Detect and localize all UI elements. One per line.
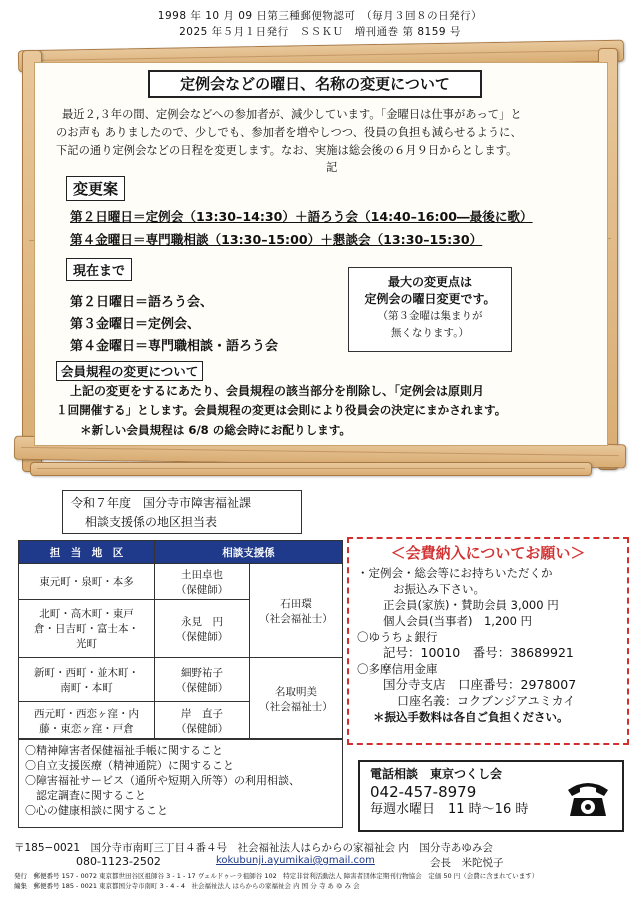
issue-header-line1: 1998 年 10 月 09 日第三種郵便物認可 （毎月３回８の日発行）: [157, 10, 483, 22]
current-line-2: 第３金曜日＝定例会、: [70, 317, 201, 332]
dues-box: [347, 537, 629, 745]
dues-line: 〇ゆうちょ銀行: [357, 630, 438, 644]
footer-editor: 編集 郵便番号 185 - 0021 東京都国分寺市南町 3 - 4 - 4 社会福祉法人 はらからの家福祉会 内 国 分 寺 あ ゆ み 会: [14, 882, 360, 890]
telephone-icon: [564, 776, 612, 820]
footer-address: 〒185−0021 国分寺市南町三丁目４番４号 社会福祉法人はらからの家福祉会 内 国分寺あゆみ会: [14, 842, 493, 854]
area-cell: 西元町・西恋ヶ窪・内藤・東恋ヶ窪・戸倉: [19, 702, 155, 740]
staff-name: 永見 円: [181, 615, 223, 628]
dues-line: 〇多摩信用金庫: [357, 662, 438, 676]
staff-role: （保健師）: [175, 681, 229, 694]
district-title-2: 相談支援係の地区担当表: [85, 515, 218, 529]
consult-item: 〇自立支援医療（精神通院）に関すること: [25, 759, 234, 772]
current-line-3: 第４金曜日＝専門職相談・語ろう会: [70, 339, 279, 354]
group-role: （社会福祉士）: [259, 612, 333, 625]
col-area: 担 当 地 区: [19, 541, 155, 564]
notice-ki: 記: [326, 161, 338, 174]
footer-tel: 080-1123-2502: [76, 855, 161, 868]
notice-intro-3: 下記の通り定例会などの日程を変更します。なお、実施は総会後の６月９日からとします。: [56, 144, 518, 157]
district-title-box: [62, 490, 302, 534]
group-cell: [250, 564, 343, 658]
group-cell: [250, 658, 343, 740]
table-row: [19, 564, 343, 600]
note-line-3: （第３金曜は集まりが: [377, 310, 483, 322]
staff-role: （保健師）: [175, 583, 229, 596]
area-cell: 東元町・泉町・本多: [19, 564, 155, 600]
change-heading: 変更案: [66, 176, 125, 201]
footer-publisher: 発行 郵便番号 157 - 0072 東京都世田谷区祖師谷 3 - 1 - 17 ヴェルドゥーラ祖師谷 102 特定非営利活動法人 障害者団体定期刊行物協会 定価 50 円（会費に含まれています）: [14, 872, 539, 880]
dues-line: 個人会員(当事者) 1,200 円: [383, 614, 533, 628]
dues-line: 国分寺支店 口座番号：2978007: [383, 677, 577, 692]
footer-chair: 会長 米陀悦子: [430, 857, 504, 869]
dues-line: 正会員(家族)・賛助会員 3,000 円: [383, 598, 559, 612]
footer-email[interactable]: kokubunji.ayumikai@gmail.com: [216, 855, 375, 866]
group-name: 石田環: [280, 597, 312, 610]
col-staff: 相談支援係: [155, 541, 343, 564]
change-line-1: 第２日曜日＝定例会（13:30–14:30）＋語ろう会（14:40–16:00―最後に歌）: [70, 209, 533, 224]
notice-intro-2: のお声も ありましたので、少しでも、参加者を増やしつつ、役員の負担も減らせるように、: [56, 126, 522, 139]
notice-intro-1: 最近２,３年の間、定例会などへの参加者が、減少しています。「金曜日は仕事があって」と: [62, 108, 522, 121]
rules-line-2: １回開催する」とします。会員規程の変更は会則により役員会の決定にまかされます。: [56, 403, 507, 417]
phone-label: 電話相談 東京つくし会: [370, 767, 503, 781]
dues-line: ＊振込手数料は各自ご負担ください。: [373, 710, 569, 724]
consult-item: 認定調査に関すること: [25, 789, 146, 802]
rules-heading: 会員規程の変更について: [56, 361, 203, 381]
phone-consult-box: [358, 760, 624, 832]
consult-topics: [18, 738, 343, 828]
table-row: [19, 658, 343, 702]
staff-cell: [155, 600, 250, 658]
current-heading: 現在まで: [66, 258, 132, 281]
staff-name: 岸 直子: [181, 707, 223, 720]
note-line-1: 最大の変更点は: [387, 275, 472, 289]
dues-line: 記号：10010 番号：38689921: [383, 645, 574, 660]
staff-role: （保健師）: [175, 722, 229, 735]
note-line-2: 定例会の曜日変更です。: [364, 292, 496, 306]
district-title-1: 令和７年度 国分寺市障害福祉課: [71, 496, 252, 510]
rules-line-3: ＊新しい会員規程は 6/8 の総会時にお配りします。: [80, 423, 351, 437]
change-line-2: 第４金曜日＝専門職相談（13:30–15:00）＋懇談会（13:30–15:30）: [70, 232, 483, 247]
phone-number: 042-457-8979: [370, 783, 477, 801]
consult-item: 〇心の健康相談に関すること: [25, 804, 168, 817]
area-cell: 北町・高木町・東戸倉・日吉町・富士本・光町: [19, 600, 155, 658]
change-highlight-note: [348, 267, 512, 352]
dues-title: ＜会費納入についてお願い＞: [390, 544, 586, 562]
dues-line: 口座名義：コクブンジアユミカイ: [397, 694, 576, 708]
consult-item: 〇障害福祉サービス（通所や短期入所等）の利用相談、: [25, 774, 300, 787]
issue-header-line2: 2025 年５月１日発行 ＳＳＫＵ 増刊通巻 第 8159 号: [179, 26, 461, 38]
staff-cell: [155, 564, 250, 600]
phone-hours: 毎週水曜日 11 時〜16 時: [370, 802, 529, 817]
staff-cell: [155, 702, 250, 740]
district-table: [18, 540, 343, 740]
wood-plank-bottom-2: [30, 462, 592, 476]
dues-line: お振込み下さい。: [393, 582, 485, 596]
current-line-1: 第２日曜日＝語ろう会、: [70, 295, 214, 310]
notice-title: 定例会などの曜日、名称の変更について: [148, 70, 482, 98]
rules-line-1: 上記の変更をするにあたり、会員規程の該当部分を削除し、「定例会は原則月: [70, 384, 485, 398]
staff-role: （保健師）: [175, 630, 229, 643]
staff-name: 細野祐子: [181, 666, 223, 679]
staff-name: 土田卓也: [181, 568, 223, 581]
table-header: [19, 541, 343, 564]
note-line-4: 無くなります。）: [391, 327, 469, 339]
group-name: 名取明美: [275, 685, 317, 698]
group-role: （社会福祉士）: [259, 700, 333, 713]
staff-cell: [155, 658, 250, 702]
area-cell: 新町・西町・並木町・南町・本町: [19, 658, 155, 702]
dues-line: ・定例会・総会等にお持ちいただくか: [357, 566, 553, 580]
consult-item: 〇精神障害者保健福祉手帳に関すること: [25, 744, 223, 757]
